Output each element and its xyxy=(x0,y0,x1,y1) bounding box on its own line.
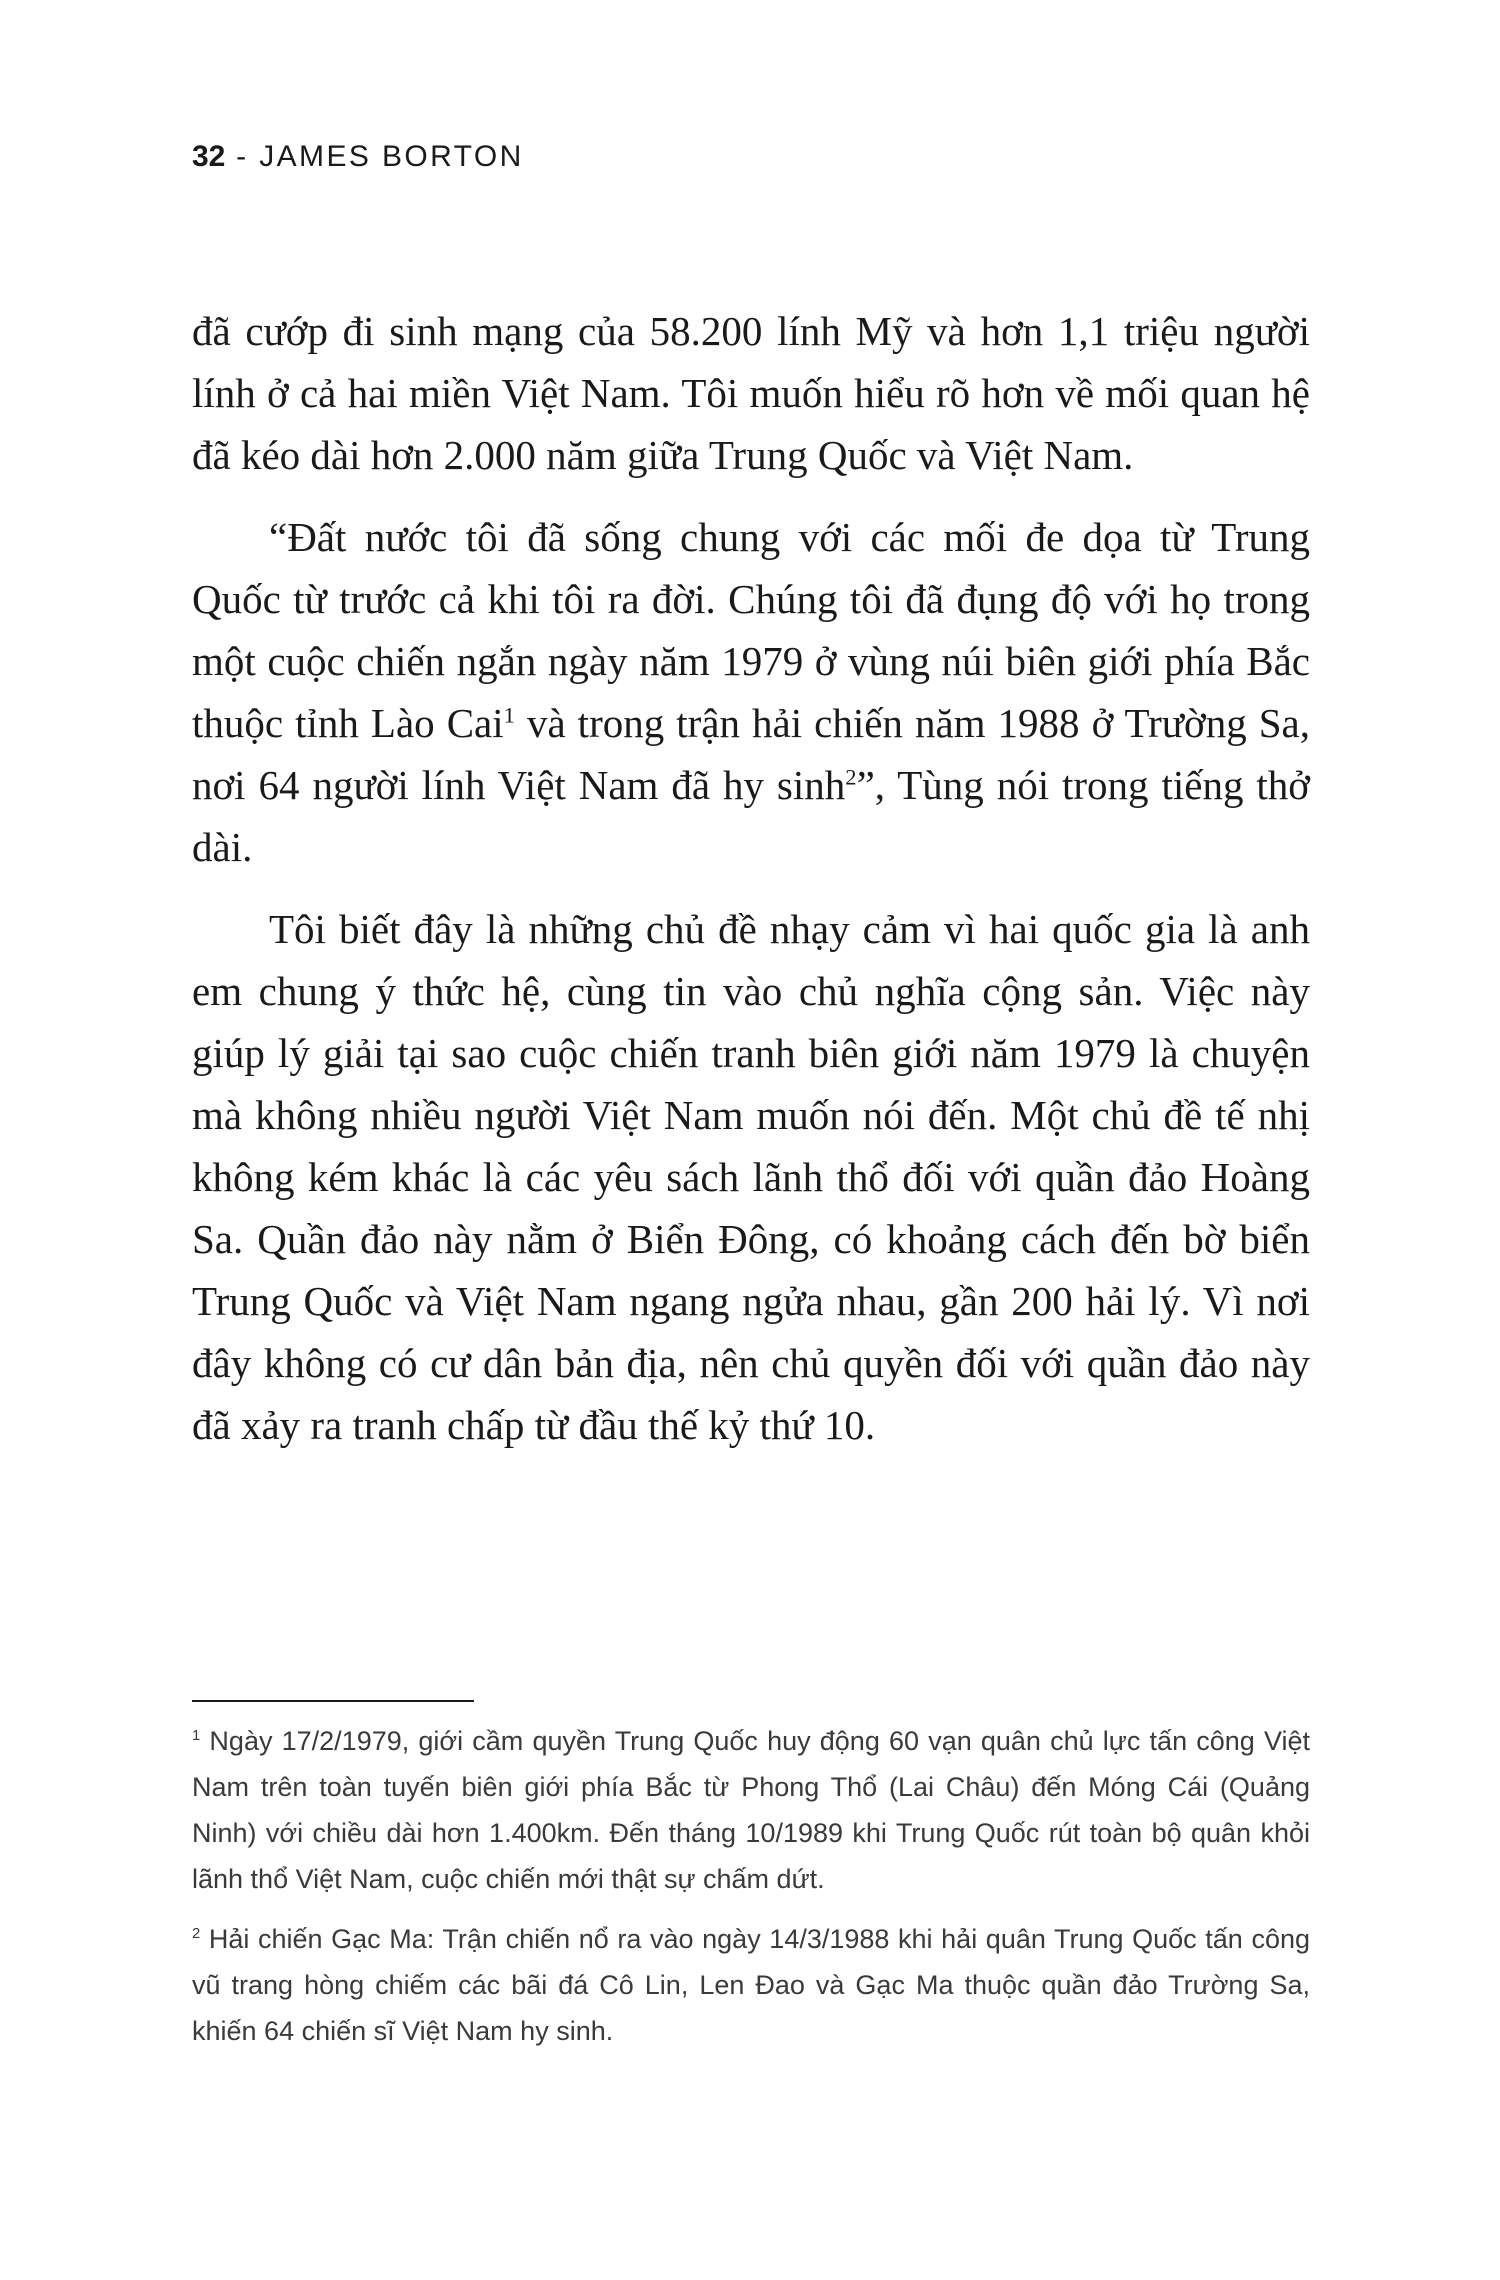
footnote-ref-1[interactable]: 1 xyxy=(503,702,515,728)
paragraph-2-text-c: ”, Tùng nói trong tiếng thở dài. xyxy=(192,762,1310,870)
footnotes xyxy=(192,1718,1310,2068)
footnote-2 xyxy=(192,1916,1310,2054)
footnote-1-text: Ngày 17/2/1979, giới cầm quyền Trung Quốc huy động 60 vạn quân chủ lực tấn công Việt Nam trên toàn tuyến biên giới phía Bắc từ Phong Thổ (Lai Châu) đến Móng Cái (Quảng Ninh) với chiều dài hơn 1.400km. Đến tháng 10/1989 khi Trung Quốc rút toàn bộ quân khỏi lãnh thổ Việt Nam, cuộc chiến mới thật sự chấm dứt. xyxy=(192,1726,1310,1894)
footnote-1 xyxy=(192,1718,1310,1902)
body-text xyxy=(192,300,1310,1476)
footnote-2-marker: 2 xyxy=(192,1926,201,1942)
paragraph-1: đã cướp đi sinh mạng của 58.200 lính Mỹ và hơn 1,1 triệu người lính ở cả hai miền Việt Nam. Tôi muốn hiểu rõ hơn về mối quan hệ đã kéo dài hơn 2.000 năm giữa Trung Quốc và Việt Nam. xyxy=(192,308,1310,478)
footnote-2-text: Hải chiến Gạc Ma: Trận chiến nổ ra vào ngày 14/3/1988 khi hải quân Trung Quốc tấn công vũ trang hòng chiếm các bãi đá Cô Lin, Len Đao và Gạc Ma thuộc quần đảo Trường Sa, khiến 64 chiến sĩ Việt Nam hy sinh. xyxy=(192,1924,1310,2046)
paragraph-2-text-b: và trong trận hải chiến năm 1988 ở Trường Sa, nơi 64 người lính Việt Nam đã hy sinh xyxy=(192,700,1310,808)
header-separator: - xyxy=(225,140,260,173)
footnote-1-marker: 1 xyxy=(192,1728,201,1744)
footnote-divider xyxy=(192,1700,474,1702)
footnote-ref-2[interactable]: 2 xyxy=(845,764,857,790)
paragraph-2 xyxy=(192,506,1310,878)
paragraph-3: Tôi biết đây là những chủ đề nhạy cảm vì hai quốc gia là anh em chung ý thức hệ, cùng tin vào chủ nghĩa cộng sản. Việc này giúp lý giải tại sao cuộc chiến tranh biên giới năm 1979 là chuyện mà không nhiều người Việt Nam muốn nói đến. Một chủ đề tế nhị không kém khác là các yêu sách lãnh thổ đối với quần đảo Hoàng Sa. Quần đảo này nằm ở Biển Đông, có khoảng cách đến bờ biển Trung Quốc và Việt Nam ngang ngửa nhau, gần 200 hải lý. Vì nơi đây không có cư dân bản địa, nên chủ quyền đối với quần đảo này đã xảy ra tranh chấp từ đầu thế kỷ thứ 10. xyxy=(192,906,1310,1448)
running-header xyxy=(192,140,524,174)
paragraph-2-text-a: “Đất nước tôi đã sống chung với các mối đe dọa từ Trung Quốc từ trước cả khi tôi ra đời. Chúng tôi đã đụng độ với họ trong một cuộc chiến ngắn ngày năm 1979 ở vùng núi biên giới phía Bắc thuộc tỉnh Lào Cai xyxy=(192,514,1310,746)
page-number: 32 xyxy=(192,140,226,173)
author-name: JAMES BORTON xyxy=(259,140,524,173)
